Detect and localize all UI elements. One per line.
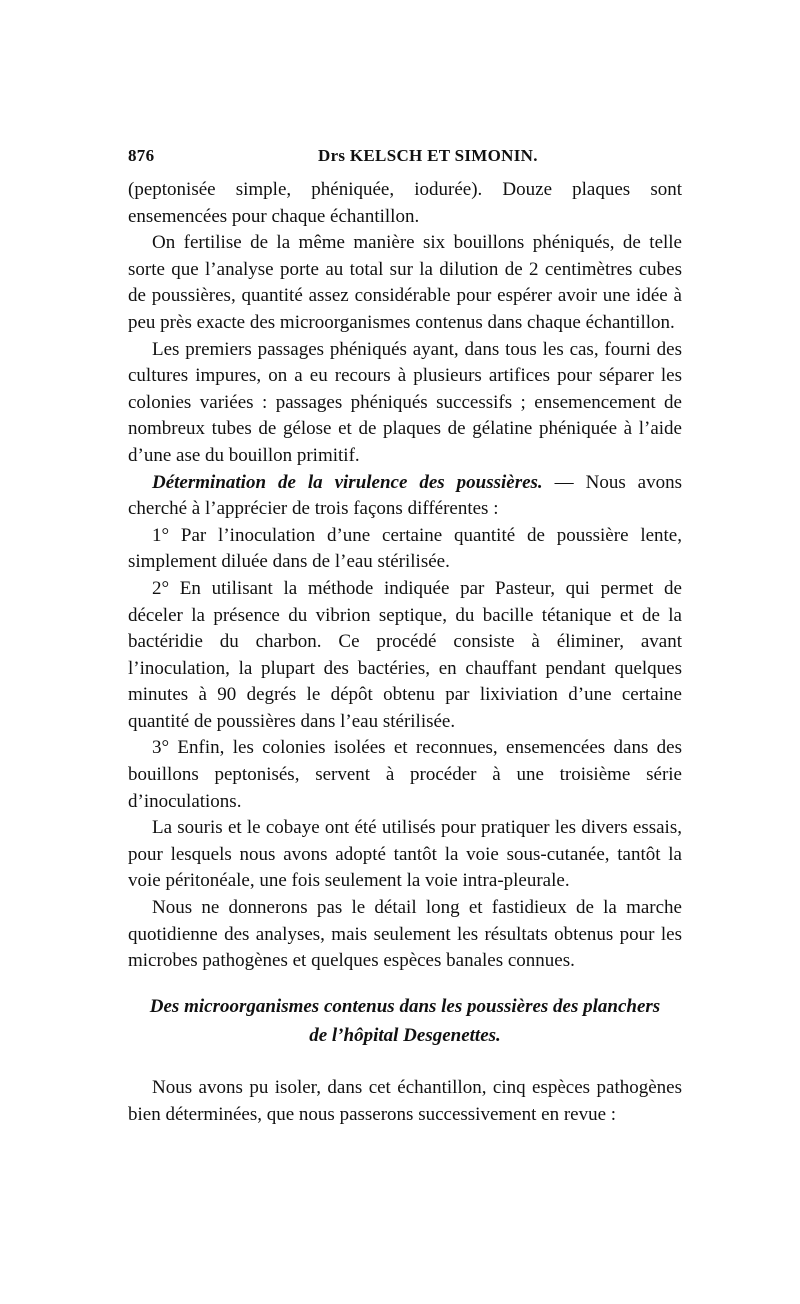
list-item-1: 1° Par l’inoculation d’une certaine quantité de poussière lente, simplement diluée dans de l’eau stérilisée. (128, 524, 682, 573)
section-heading-line-2: de l’hôpital Desgenettes. (309, 1025, 501, 1046)
paragraph-continuation: (peptonisée simple, phéniquée, iodurée). Douze plaques sont ensemencées pour chaque échantillon. (128, 179, 682, 227)
paragraph-passages: Les premiers passages phéniqués ayant, dans tous les cas, fourni des cultures impures, on a eu recours à plusieurs artifices pour séparer les colonies variées : passages phéniqués successifs ; ensemencement de nombreux tubes de gélose et de plaques de gélatine phéniquée à l’aide d’une ase du bouillon primitif. (128, 338, 682, 466)
list-item-3: 3° Enfin, les colonies isolées et reconnues, ensemencées dans des bouillons peptonisés, servent à procéder à une troisième série d’inoculations. (128, 737, 682, 812)
paragraph-isolation: Nous avons pu isoler, dans cet échantillon, cinq espèces pathogènes bien déterminées, que nous passerons successivement en revue : (128, 1077, 682, 1125)
section-heading-line-1: Des microorganismes contenus dans les poussières des planchers (149, 996, 661, 1017)
final-text (128, 1075, 682, 1128)
body-text (128, 177, 682, 975)
virulence-text: — Nous avons cherché à l’apprécier de trois façons différentes : (128, 471, 682, 520)
running-head: Drs KELSCH ET SIMONIN. (318, 146, 538, 165)
page-header (128, 146, 682, 170)
page-number: 876 (128, 146, 155, 165)
paragraph-virulence (128, 470, 682, 523)
list-item-2: 2° En utilisant la méthode indiquée par Pasteur, qui permet de déceler la présence du vibrion septique, du bacille tétanique et de la bactéridie du charbon. Ce procédé consiste à éliminer, avant l’inoculation, la plupart des bactéries, en chauffant pendant quelques minutes à 90 degrés le dépôt obtenu par lixiviation d’une certaine quantité de poussières dans l’eau stérilisée. (128, 577, 682, 732)
section-heading (128, 992, 682, 1050)
virulence-runin-heading: Détermination de la virulence des poussières. (152, 471, 543, 493)
paragraph-results: Nous ne donnerons pas le détail long et fastidieux de la marche quotidienne des analyses, mais seulement les résultats obtenus pour les microbes pathogènes et quelques espèces banales connues. (128, 897, 682, 972)
paragraph-animals: La souris et le cobaye ont été utilisés pour pratiquer les divers essais, pour lesquels nous avons adopté tantôt la voie sous-cutanée, tantôt la voie péritonéale, une fois seulement la voie intra-pleurale. (128, 817, 682, 892)
paragraph-fertilisation: On fertilise de la même manière six bouillons phéniqués, de telle sorte que l’analyse porte au total sur la dilution de 2 centimètres cubes de poussières, quantité assez considérable pour espérer avoir une idée à peu près exacte des microorganismes contenus dans chaque échantillon. (128, 232, 682, 333)
